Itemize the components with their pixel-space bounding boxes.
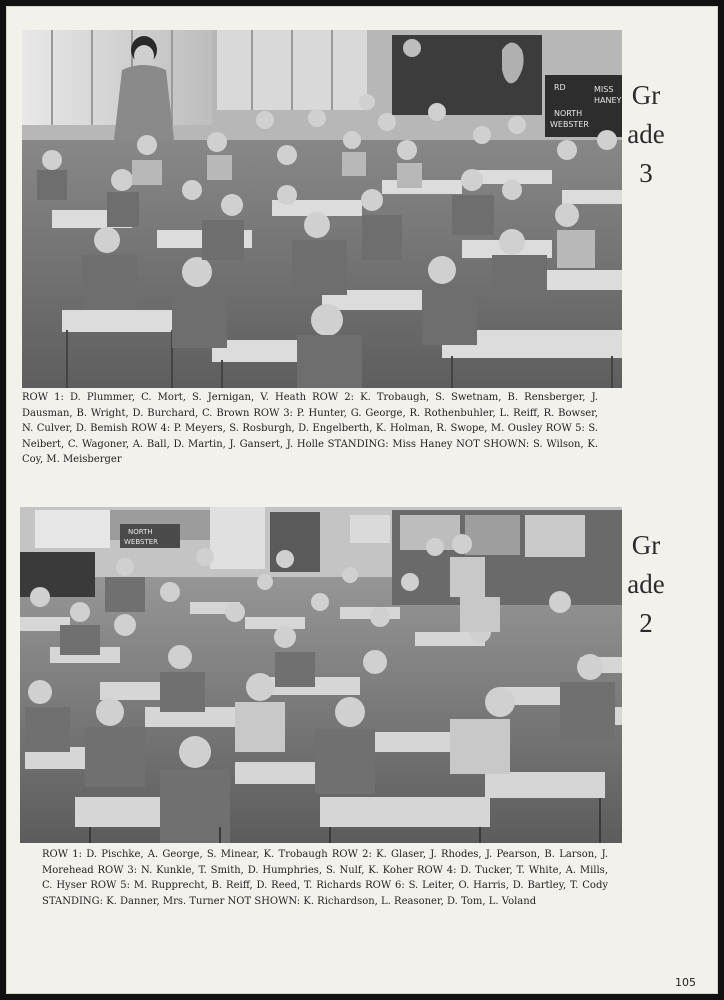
grade-2-heading-number: 2	[639, 608, 653, 638]
sign-webster: WEBSTER	[550, 120, 589, 129]
grade-3-heading-number: 3	[639, 158, 653, 188]
sign-haney: HANEY	[594, 96, 622, 105]
grade-2-photo-image	[20, 507, 622, 843]
sign-webster-2: WEBSTER	[124, 538, 159, 546]
grade-3-heading-word: Grade	[627, 80, 665, 149]
grade-3-class-photo	[22, 30, 622, 388]
sign-north: NORTH	[554, 109, 583, 118]
sign-miss: MISS	[594, 85, 614, 94]
sign-north-2: NORTH	[128, 528, 153, 536]
grade-3-heading	[626, 76, 666, 193]
yearbook-page	[6, 6, 718, 994]
grade-2-class-photo	[20, 507, 622, 843]
grade-3-photo-image	[22, 30, 622, 388]
sign-rd: RD	[554, 83, 566, 92]
page-number: 105	[675, 976, 696, 989]
grade-2-heading-word: Grade	[627, 530, 665, 599]
grade-2-caption: ROW 1: D. Pischke, A. George, S. Minear, K. Trobaugh ROW 2: K. Glaser, J. Rhodes, J. Pearson, B. Larson, J. Morehead ROW 3: N. Kunkle, T. Smith, D. Humphries, S. Nulf, K. Koher ROW 4: D. Tucker, T. White, A. Mills, C. Hyser ROW 5: M. Rupprecht, B. Reiff, D. Reed, T. Richards ROW 6: S. Leiter, O. Harris, D. Bartley, T. Cody STANDING: K. Danner, Mrs. Turner NOT SHOWN: K. Richardson, L. Reasoner, D. Tom, L. Voland	[42, 849, 608, 907]
grade-2-heading	[626, 526, 666, 643]
grade-3-caption: ROW 1: D. Plummer, C. Mort, S. Jernigan, V. Heath ROW 2: K. Trobaugh, S. Swetnam, B. Rensberger, J. Dausman, B. Wright, D. Burchard, C. Brown ROW 3: P. Hunter, G. George, R. Rothenbuhler, L. Reiff, R. Bowser, N. Culver, D. Bemish ROW 4: P. Meyers, S. Rosburgh, D. Engelberth, K. Holman, R. Swope, M. Ousley ROW 5: S. Neibert, C. Wagoner, A. Ball, D. Martin, J. Gansert, J. Holle STANDING: Miss Haney NOT SHOWN: S. Wilson, K. Coy, M. Meisberger	[22, 392, 598, 465]
